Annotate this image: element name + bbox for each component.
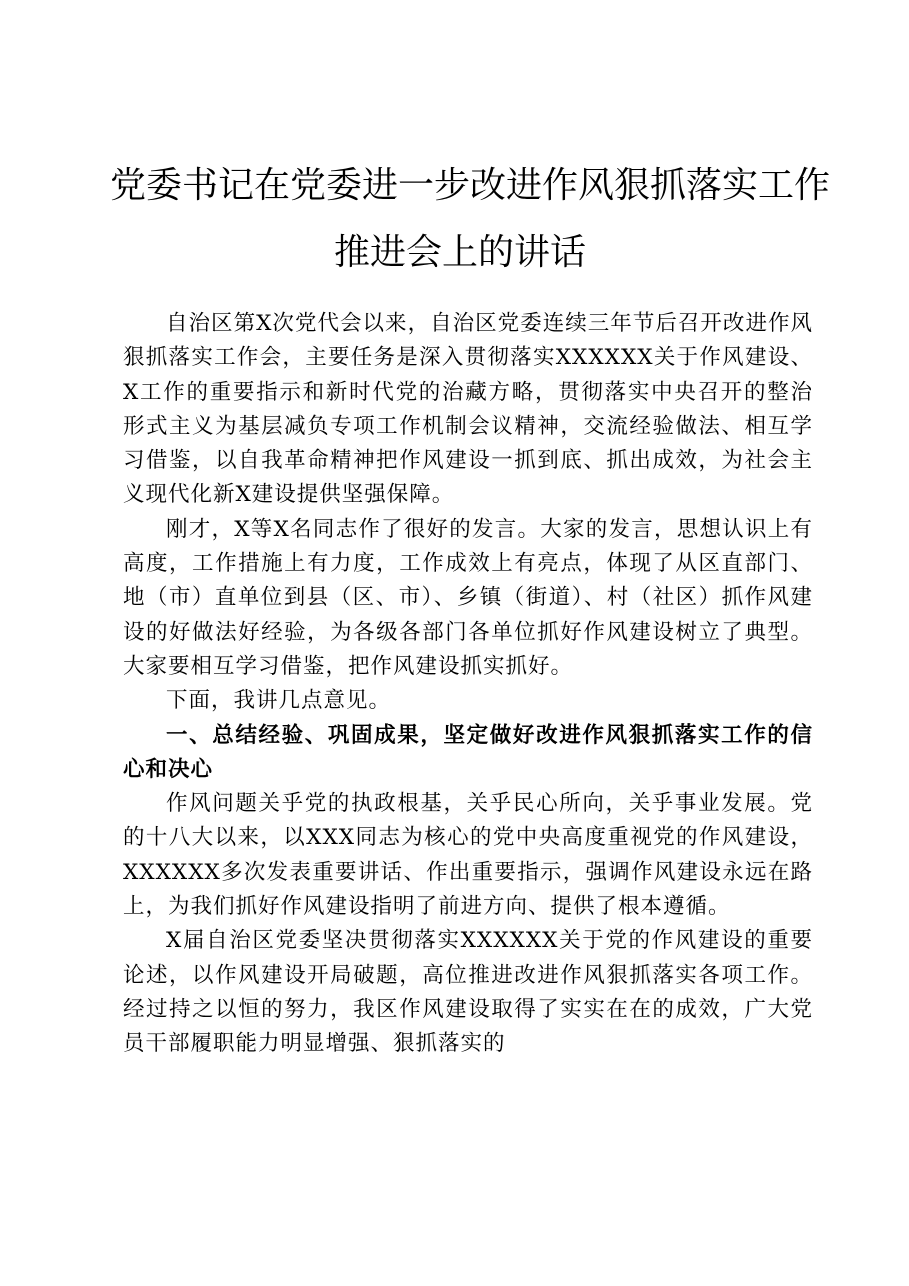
section-heading: 一、总结经验、巩固成果，坚定做好改进作风狠抓落实工作的信心和决心 — [123, 722, 813, 782]
document-title-line-1: 党委书记在党委进一步改进作风狠抓落实工作 — [110, 165, 831, 206]
paragraph: 作风问题关乎党的执政根基，关乎民心所向，关乎事业发展。党的十八大以来，以XXX同志为核心的党中央高度重视党的作风建设，XXXXXX多次发表重要讲话、作出重要指示，强调作风建设永远在路上，为我们抓好作风建设指明了前进方向、提供了根本遵循。 — [123, 791, 813, 920]
paragraph: 刚才，X等X名同志作了很好的发言。大家的发言，思想认识上有高度，工作措施上有力度，工作成效上有亮点，体现了从区直部门、地（市）直单位到县（区、市）、乡镇（街道）、村（社区）抓作风建设的好做法好经验，为各级各部门各单位抓好作风建设树立了典型。大家要相互学习借鉴，把作风建设抓实抓好。 — [123, 516, 813, 679]
paragraph: X届自治区党委坚决贯彻落实XXXXXX关于党的作风建设的重要论述，以作风建设开局破题，高位推进改进作风狠抓落实各项工作。经过持之以恒的努力，我区作风建设取得了实实在在的成效，广大党员干部履职能力明显增强、狠抓落实的 — [123, 928, 813, 1057]
document-body — [123, 307, 813, 1062]
document-title-line-2: 推进会上的讲话 — [333, 232, 586, 273]
paragraph: 自治区第X次党代会以来，自治区党委连续三年节后召开改进作风狠抓落实工作会，主要任务是深入贯彻落实XXXXXX关于作风建设、X工作的重要指示和新时代党的治藏方略，贯彻落实中央召开的整治形式主义为基层减负专项工作机制会议精神，交流经验做法、相互学习借鉴，以自我革命精神把作风建设一抓到底、抓出成效，为社会主义现代化新X建设提供坚强保障。 — [123, 311, 813, 508]
paragraph: 下面，我讲几点意见。 — [166, 688, 392, 714]
